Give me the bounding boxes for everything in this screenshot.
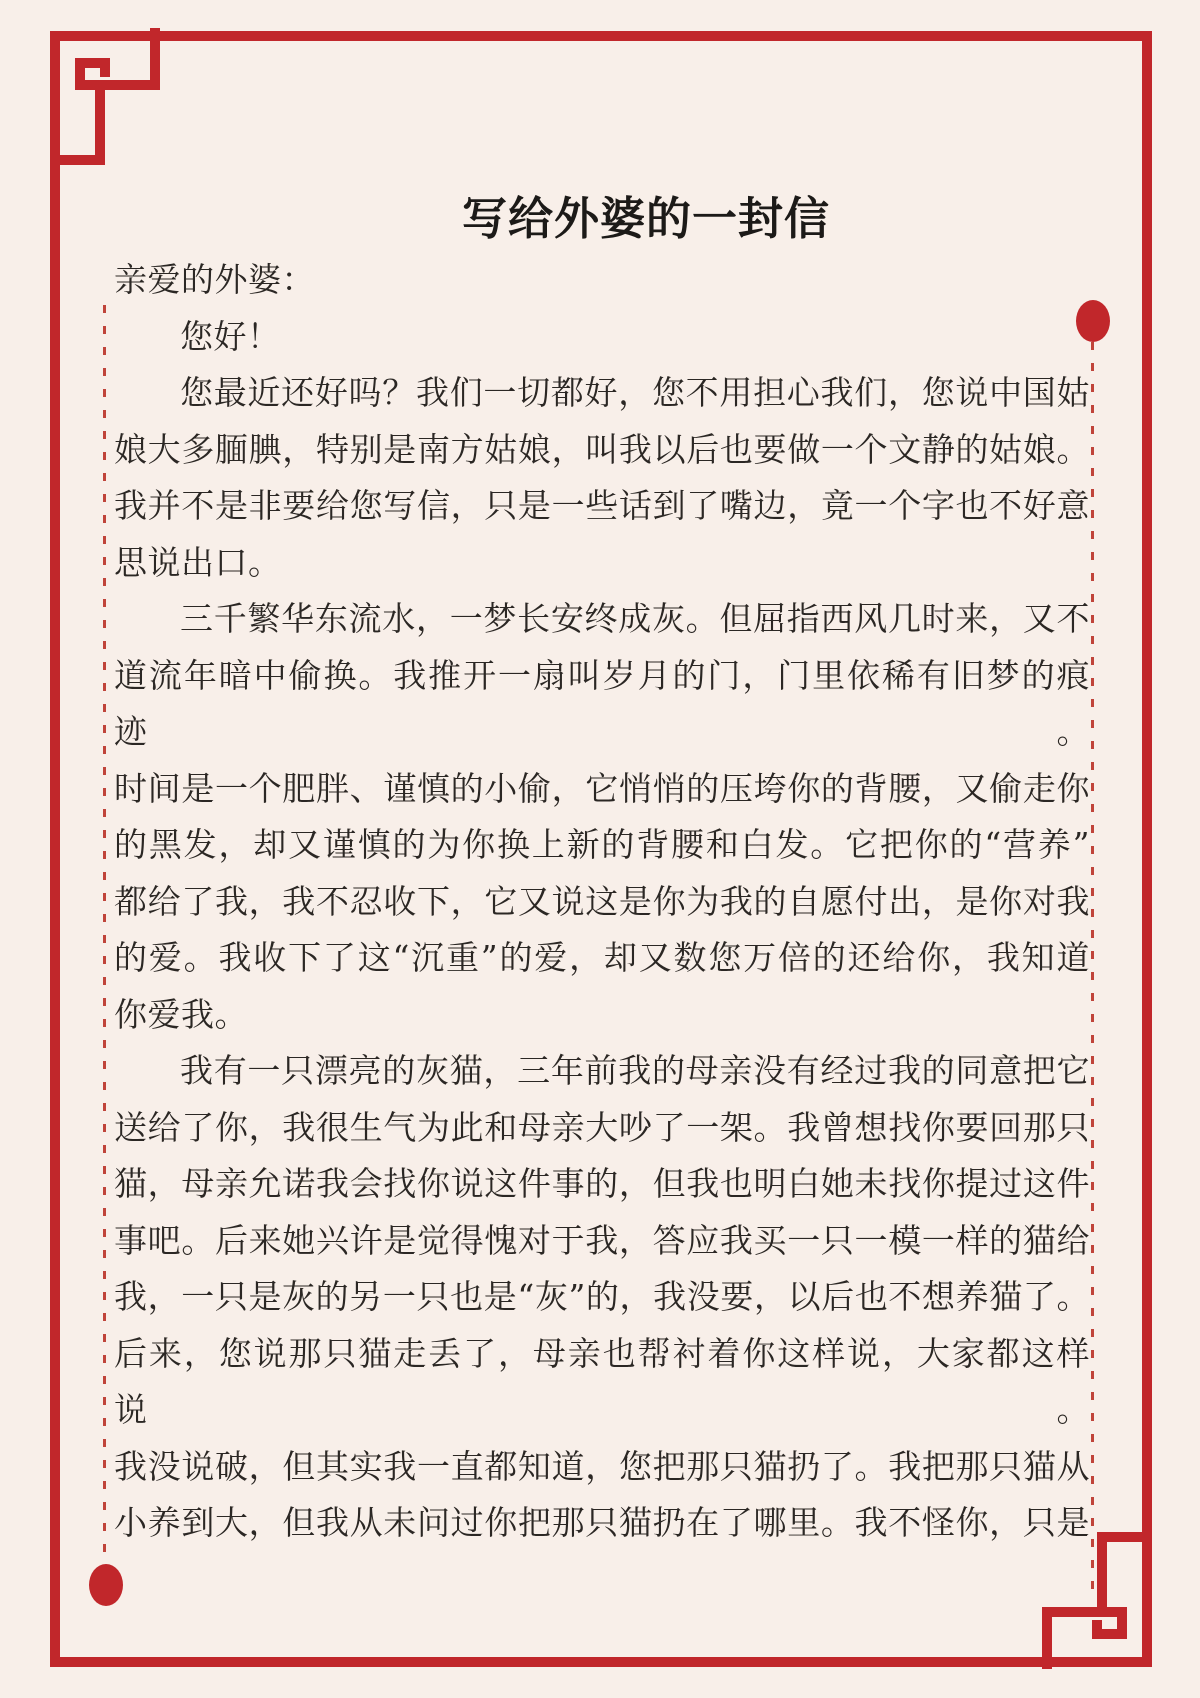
letter-line: 道流年暗中偷换。我推开一扇叫岁月的门，门里依稀有旧梦的痕迹。 (114, 655, 1090, 751)
letter-line: 小养到大，但我从未问过你把那只猫扔在了哪里。我不怪你，只是 (114, 1503, 1090, 1542)
letter-line: 娘大多腼腆，特别是南方姑娘，叫我以后也要做一个文静的姑娘。 (114, 429, 1090, 469)
letter-title: 写给外婆的一封信 (461, 192, 830, 245)
letter-line: 我有一只漂亮的灰猫，三年前我的母亲没有经过我的同意把它 (180, 1051, 1090, 1090)
letter-line: 三千繁华东流水，一梦长安终成灰。但屈指西风几时来，又不 (180, 599, 1090, 638)
letter-body (114, 252, 1090, 1552)
letter-line: 都给了我，我不忍收下，它又说这是你为我的自愿付出，是你对我 (114, 881, 1090, 921)
greek-key-ornament-top-left-icon (45, 25, 170, 170)
left-dotted-rule (103, 305, 106, 1560)
letter-line: 思说出口。 (114, 542, 282, 582)
letter-line: 时间是一个肥胖、谨慎的小偷，它悄悄的压垮你的背腰，又偷走你 (114, 768, 1090, 808)
letter-line: 我，一只是灰的另一只也是“灰”的，我没要，以后也不想养猫了。 (114, 1277, 1090, 1316)
letter-line: 送给了你，我很生气为此和母亲大吵了一架。我曾想找你要回那只 (114, 1107, 1090, 1147)
left-rule-end-dot (89, 1564, 123, 1606)
letter-line: 事吧。后来她兴许是觉得愧对于我，答应我买一只一模一样的猫给 (114, 1220, 1090, 1260)
letter-line: 你爱我。 (114, 994, 248, 1034)
letter-line: 猫，母亲允诺我会找你说这件事的，但我也明白她未找你提过这件 (114, 1164, 1090, 1203)
salutation: 亲爱的外婆： (114, 260, 315, 299)
letter-line: 后来，您说那只猫走丢了，母亲也帮衬着你这样说，大家都这样说。 (114, 1333, 1090, 1429)
letter-line: 您最近还好吗？我们一切都好，您不用担心我们，您说中国姑 (180, 373, 1090, 412)
letter-line: 我没说破，但其实我一直都知道，您把那只猫扔了。我把那只猫从 (114, 1446, 1090, 1486)
letter-line: 我并不是非要给您写信，只是一些话到了嘴边，竟一个字也不好意 (114, 486, 1090, 525)
letter-line: 您好！ (180, 316, 281, 356)
letter-line: 的黑发，却又谨慎的为你换上新的背腰和白发。它把你的“营养” (114, 825, 1090, 864)
right-dotted-rule (1091, 342, 1094, 1598)
letter-line: 的爱。我收下了这“沉重”的爱，却又数您万倍的还给你，我知道 (114, 938, 1090, 977)
